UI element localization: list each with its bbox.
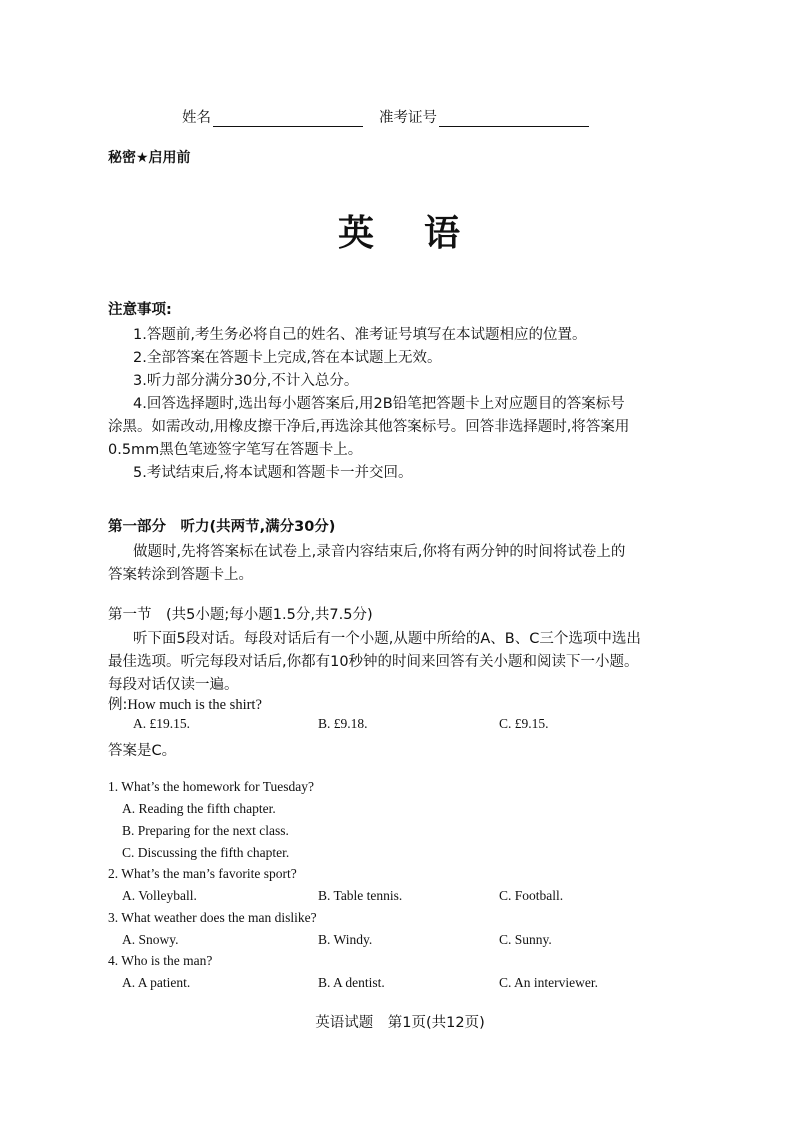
note-item: 5.考试结束后,将本试题和答题卡一并交回。 <box>133 465 413 481</box>
example-question-text: How much is the shirt? <box>127 697 262 713</box>
question-1-option-b: B. Preparing for the next class. <box>122 823 289 838</box>
note-item-continuation: 0.5mm黑色笔迹签字笔写在答题卡上。 <box>108 442 363 458</box>
name-label: 姓名 <box>182 110 211 126</box>
section-1-intro: 最佳选项。听完每段对话后,你都有10秒钟的时间来回答有关小题和阅读下一小题。 <box>108 654 639 670</box>
example-label: 例: <box>108 697 128 713</box>
question-1: 1. What’s the homework for Tuesday? <box>108 779 314 794</box>
part-1-intro: 做题时,先将答案标在试卷上,录音内容结束后,你将有两分钟的时间将试卷上的 <box>133 544 626 560</box>
example-option-a: A. £19.15. <box>133 716 190 731</box>
question-3-option-a: A. Snowy. <box>122 932 179 947</box>
example-question <box>108 693 262 714</box>
name-blank <box>213 110 363 127</box>
part-1-intro: 答案转涂到答题卡上。 <box>108 567 253 583</box>
page-footer: 英语试题 第1页(共12页) <box>315 1015 485 1031</box>
note-item: 2.全部答案在答题卡上完成,答在本试题上无效。 <box>133 350 442 366</box>
note-item-continuation: 涂黑。如需改动,用橡皮擦干净后,再选涂其他答案标号。回答非选择题时,将答案用 <box>108 419 630 435</box>
candidate-info-row <box>182 106 589 127</box>
question-3-option-b: B. Windy. <box>318 932 373 947</box>
question-4-option-a: A. A patient. <box>122 975 191 990</box>
question-1-option-a: A. Reading the fifth chapter. <box>122 801 276 816</box>
question-4: 4. Who is the man? <box>108 953 213 968</box>
question-2-option-a: A. Volleyball. <box>122 888 197 903</box>
note-item: 4.回答选择题时,选出每小题答案后,用2B铅笔把答题卡上对应题目的答案标号 <box>133 396 625 412</box>
title-char-2: 语 <box>424 213 463 254</box>
example-answer: 答案是C。 <box>108 743 177 759</box>
section-1-heading: 第一节 (共5小题;每小题1.5分,共7.5分) <box>108 607 373 623</box>
question-3-option-c: C. Sunny. <box>499 932 552 947</box>
exam-number-blank <box>439 110 589 127</box>
title-char-1: 英 <box>337 213 376 254</box>
question-1-option-c: C. Discussing the fifth chapter. <box>122 845 290 860</box>
page-title <box>0 205 800 256</box>
part-1-heading: 第一部分 听力(共两节,满分30分) <box>108 519 336 535</box>
example-option-b: B. £9.18. <box>318 716 368 731</box>
section-1-intro: 听下面5段对话。每段对话后有一个小题,从题中所给的A、B、C三个选项中选出 <box>133 631 641 647</box>
question-4-option-b: B. A dentist. <box>318 975 385 990</box>
exam-number-label: 准考证号 <box>379 110 437 126</box>
confidential-label: 秘密★启用前 <box>108 150 191 166</box>
note-item: 3.听力部分满分30分,不计入总分。 <box>133 373 359 389</box>
section-1-intro: 每段对话仅读一遍。 <box>108 677 239 693</box>
question-3: 3. What weather does the man dislike? <box>108 910 317 925</box>
question-4-option-c: C. An interviewer. <box>499 975 598 990</box>
note-item: 1.答题前,考生务必将自己的姓名、准考证号填写在本试题相应的位置。 <box>133 327 587 343</box>
question-2-option-c: C. Football. <box>499 888 564 903</box>
question-2: 2. What’s the man’s favorite sport? <box>108 866 297 881</box>
example-option-c: C. £9.15. <box>499 716 549 731</box>
notes-heading: 注意事项: <box>108 302 172 318</box>
question-2-option-b: B. Table tennis. <box>318 888 403 903</box>
